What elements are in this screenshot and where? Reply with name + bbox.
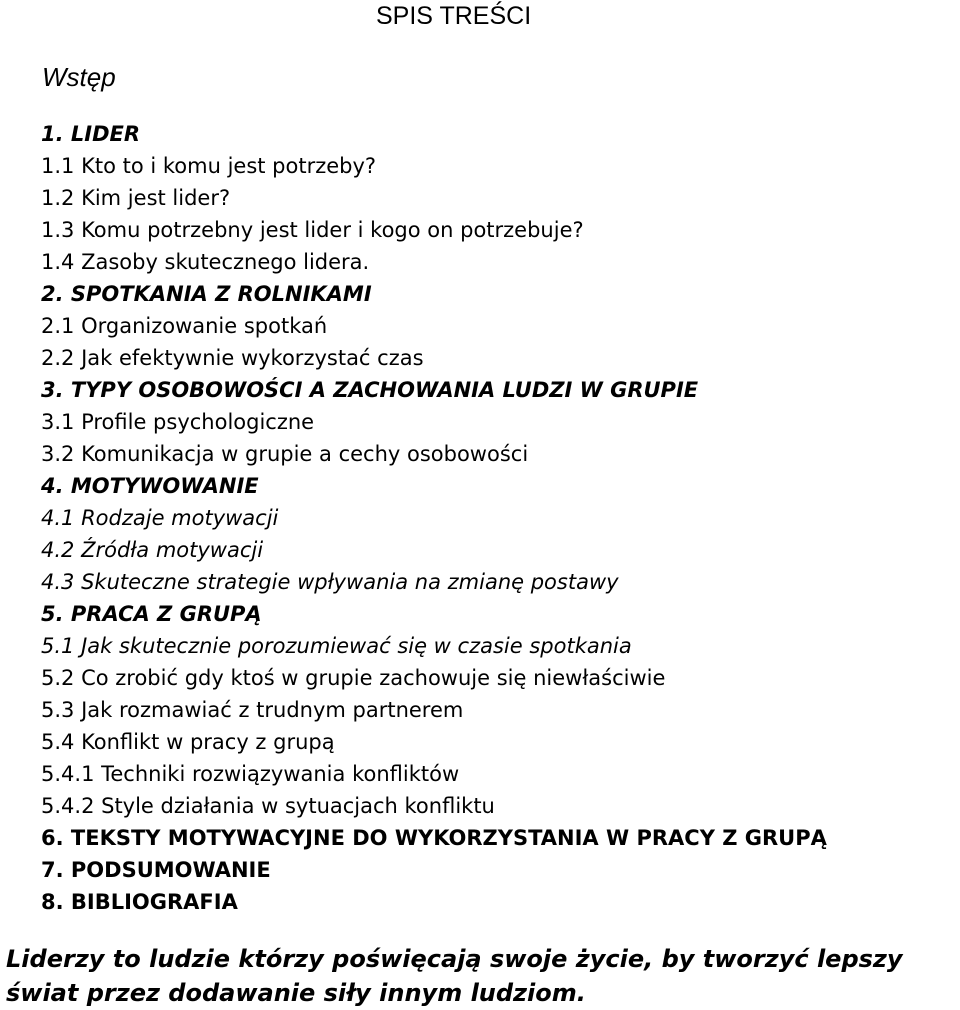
toc-entry: 3.2 Komunikacja w grupie a cechy osobowości xyxy=(41,442,529,466)
toc-entry: 1.2 Kim jest lider? xyxy=(41,186,231,210)
closing-quote xyxy=(6,942,960,1010)
toc-entry: 5.2 Co zrobić gdy ktoś w grupie zachowuje się niewłaściwie xyxy=(41,666,666,690)
quote-line: Liderzy to ludzie którzy poświęcają swoje życie, by tworzyć lepszy xyxy=(6,945,903,973)
toc-entry: 4.2 Źródła motywacji xyxy=(41,538,264,562)
toc-entry: 1.1 Kto to i komu jest potrzeby? xyxy=(41,154,377,178)
toc-intro-entry: Wstęp xyxy=(42,62,116,92)
page-title: SPIS TREŚCI xyxy=(376,2,532,30)
toc-entry: 5.4.1 Techniki rozwiązywania konfliktów xyxy=(41,762,460,786)
toc-entry: 5.1 Jak skutecznie porozumiewać się w czasie spotkania xyxy=(41,634,632,658)
toc-entry: 4. MOTYWOWANIE xyxy=(41,474,259,498)
toc-entry: 3.1 Profile psychologiczne xyxy=(41,410,315,434)
quote-line: świat przez dodawanie siły innym ludziom. xyxy=(6,979,586,1007)
toc-entry: 8. BIBLIOGRAFIA xyxy=(41,890,238,914)
table-of-contents xyxy=(41,118,827,918)
toc-entry: 4.1 Rodzaje motywacji xyxy=(41,506,279,530)
toc-entry: 7. PODSUMOWANIE xyxy=(41,858,271,882)
toc-entry: 2.1 Organizowanie spotkań xyxy=(41,314,328,338)
toc-entry: 1.3 Komu potrzebny jest lider i kogo on potrzebuje? xyxy=(41,218,584,242)
toc-entry: 5.4.2 Style działania w sytuacjach konfliktu xyxy=(41,794,495,818)
toc-entry: 2.2 Jak efektywnie wykorzystać czas xyxy=(41,346,424,370)
toc-entry: 5.3 Jak rozmawiać z trudnym partnerem xyxy=(41,698,464,722)
toc-entry: 6. TEKSTY MOTYWACYJNE DO WYKORZYSTANIA W PRACY Z GRUPĄ xyxy=(41,826,827,850)
toc-entry: 1.4 Zasoby skutecznego lidera. xyxy=(41,250,370,274)
toc-entry: 4.3 Skuteczne strategie wpływania na zmianę postawy xyxy=(41,570,619,594)
toc-entry: 1. LIDER xyxy=(41,122,141,146)
toc-entry: 5. PRACA Z GRUPĄ xyxy=(41,602,262,626)
toc-entry: 3. TYPY OSOBOWOŚCI A ZACHOWANIA LUDZI W GRUPIE xyxy=(41,378,699,402)
toc-entry: 5.4 Konflikt w pracy z grupą xyxy=(41,730,335,754)
toc-entry: 2. SPOTKANIA Z ROLNIKAMI xyxy=(41,282,372,306)
